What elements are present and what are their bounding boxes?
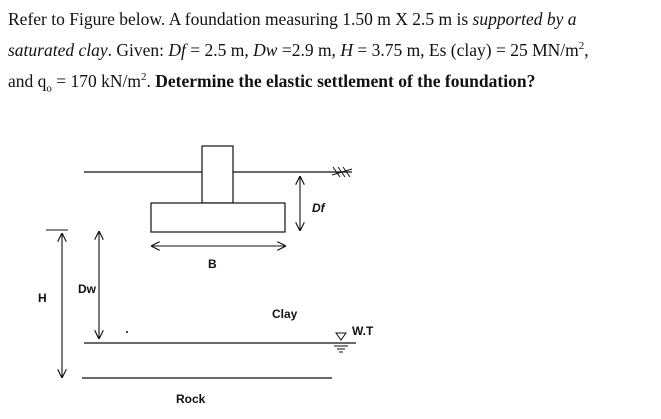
text-segment: and q: [8, 71, 47, 91]
rock-label: Rock: [176, 392, 206, 406]
text-segment: = 3.75 m, Es (clay) = 25 MN/m: [352, 40, 579, 60]
h-label: H: [38, 291, 47, 305]
dot-mark: [126, 331, 128, 333]
dw-label: Dw: [78, 282, 96, 296]
text-segment: = 2.5 m,: [185, 40, 254, 60]
text-segment: Refer to Figure below. A foundation measuring 1.50 m X 2.5 m is: [8, 9, 473, 29]
text-segment: .: [146, 71, 156, 91]
text-segment: =2.9 m,: [277, 40, 341, 60]
footing-slab: [151, 203, 285, 232]
wt-label: W.T: [352, 324, 374, 338]
text-segment-italic: supported by a: [472, 9, 577, 29]
text-segment: = 170 kN/m: [51, 71, 142, 91]
clay-label: Clay: [272, 307, 298, 321]
superscript: 2: [141, 71, 147, 84]
superscript: 2: [578, 40, 585, 53]
column-stem: [202, 146, 233, 203]
var-dw: Dw: [253, 40, 278, 60]
text-segment-italic: saturated clay: [8, 40, 108, 60]
var-df: Df: [168, 40, 186, 60]
text-segment: ,: [584, 40, 589, 60]
df-label: Df: [312, 201, 325, 215]
question-text: Determine the elastic settlement of the foundation?: [155, 71, 536, 91]
text-segment: . Given:: [107, 40, 169, 60]
var-h: H: [340, 40, 353, 60]
subscript: o: [46, 82, 52, 95]
b-label: B: [208, 257, 217, 271]
